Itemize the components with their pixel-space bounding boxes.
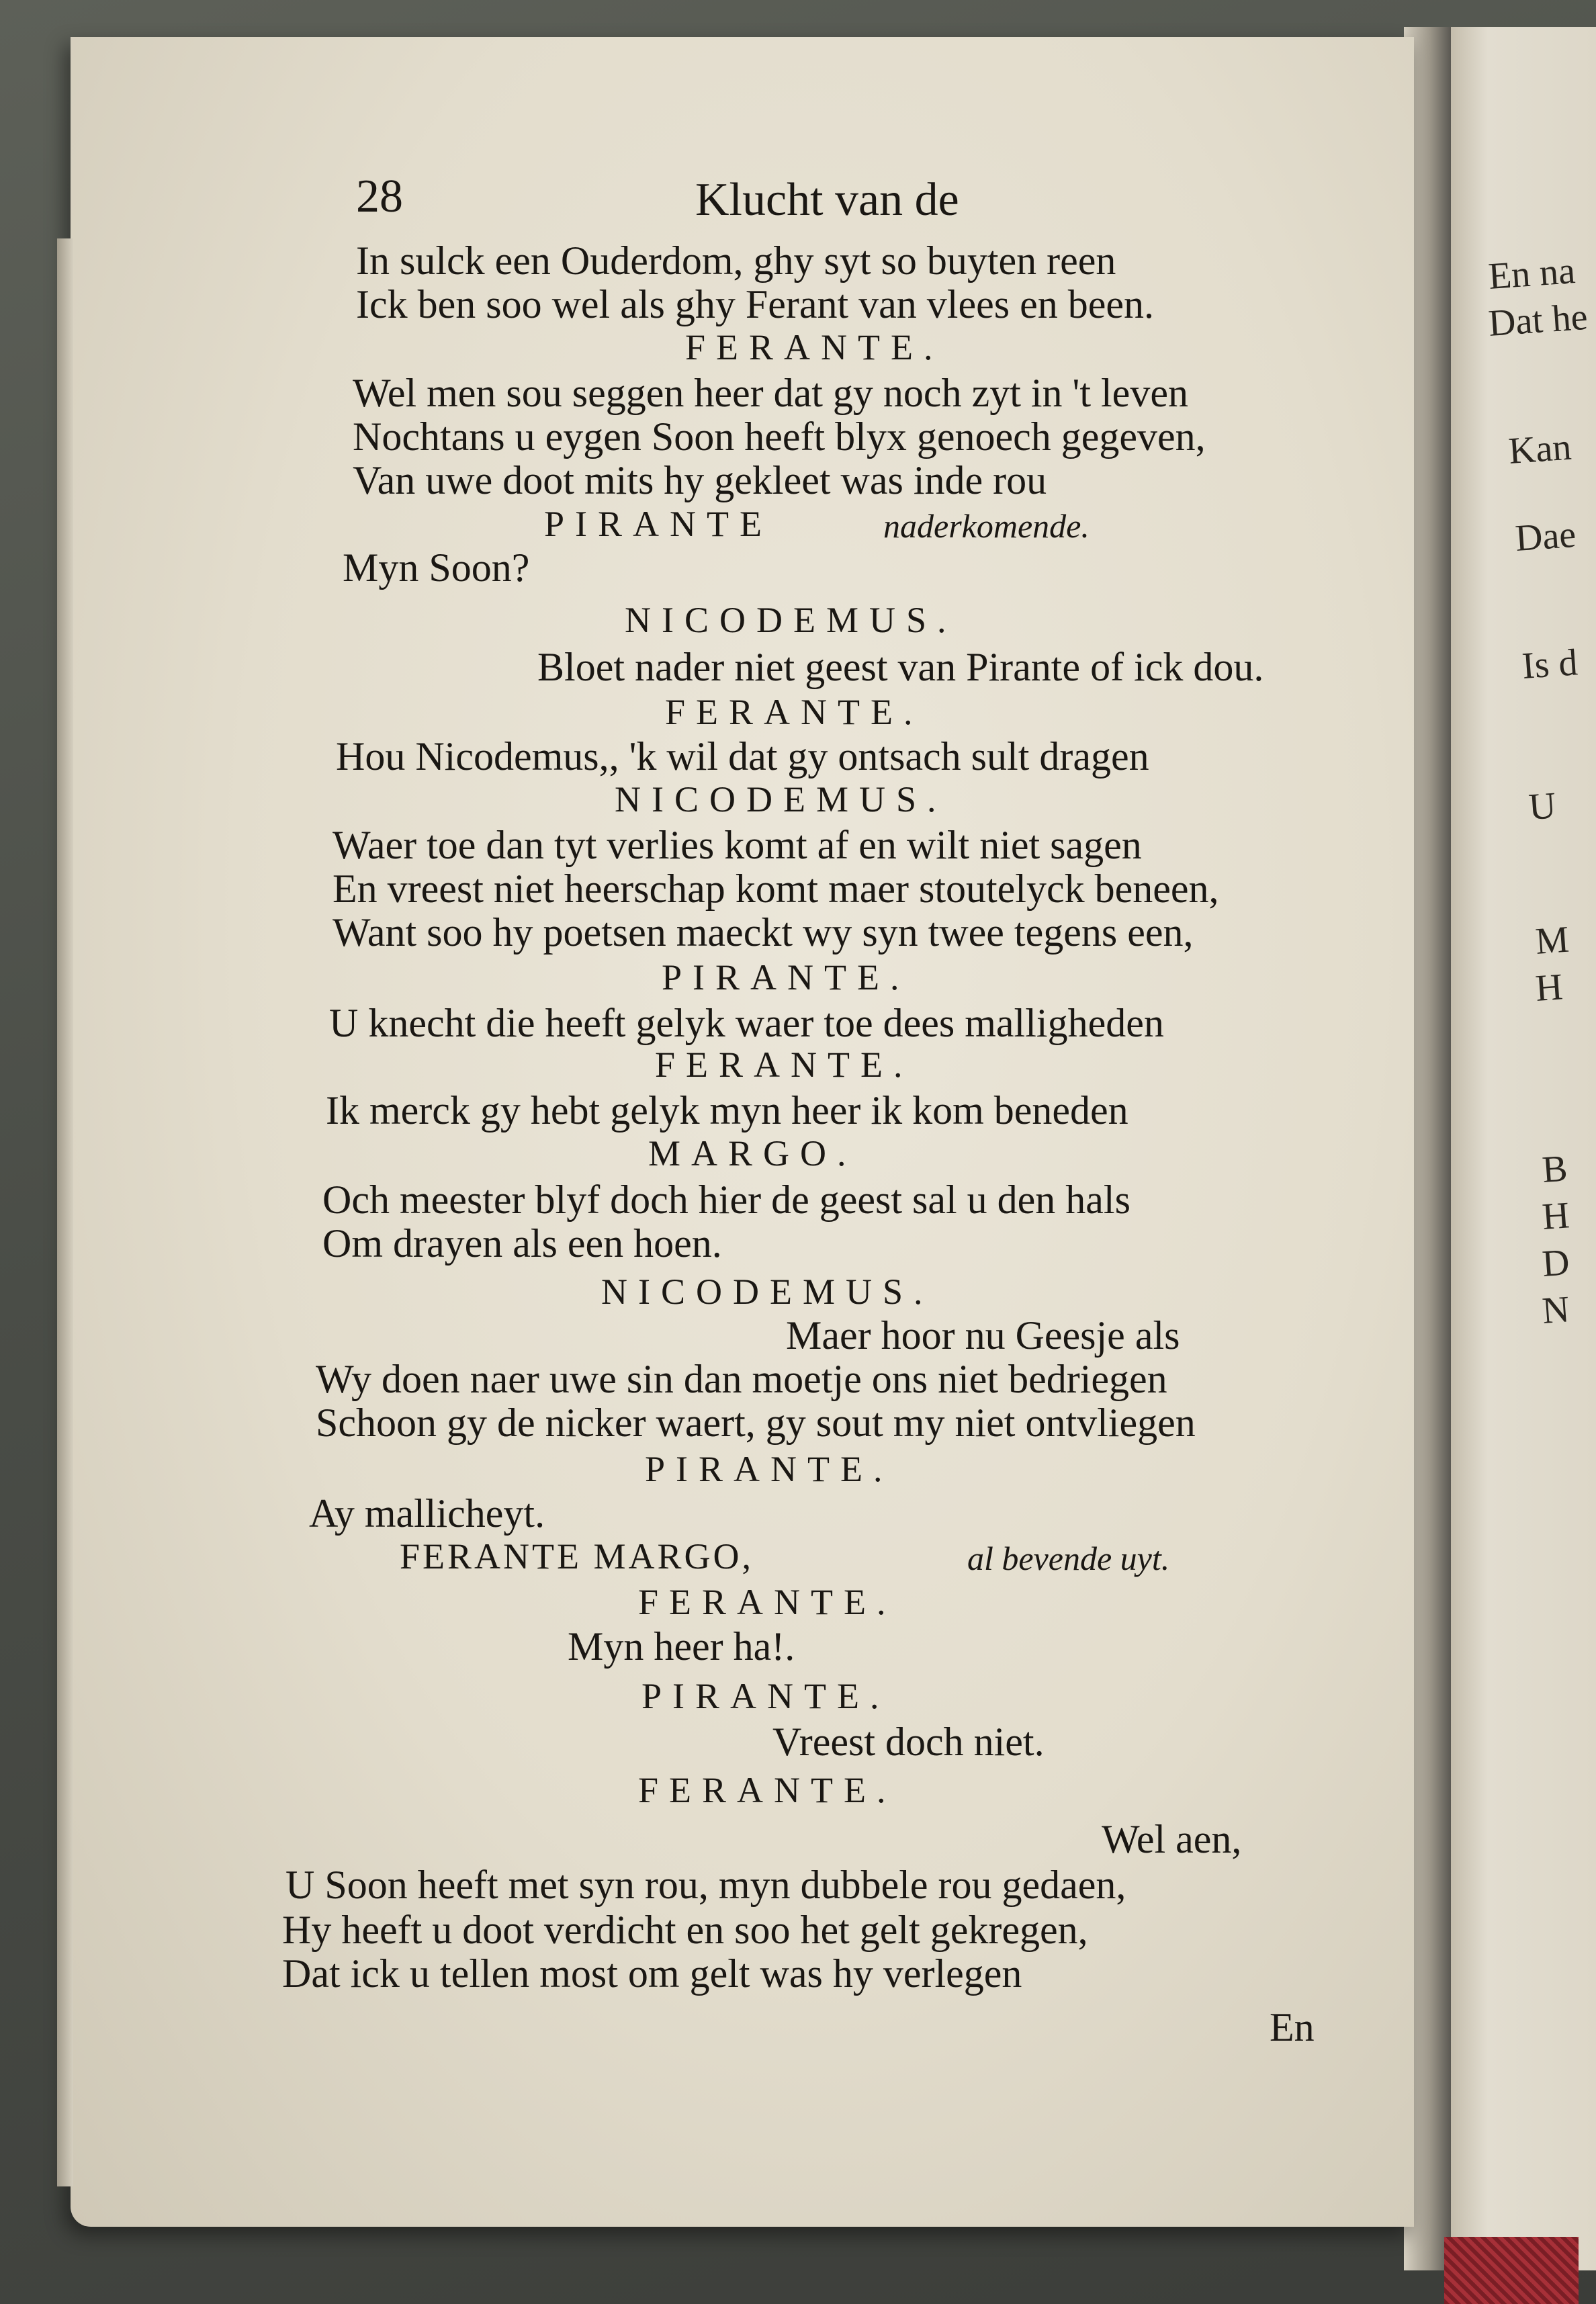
verse-line: Van uwe doot mits hy gekleet was inde rou (353, 458, 1047, 502)
stage-direction: naderkomende. (883, 507, 1090, 545)
verse-line: In sulck een Ouderdom, ghy syt so buyten reen (356, 238, 1116, 283)
speaker-heading: PIRANTE. (645, 1449, 893, 1489)
verse-line: Och meester blyf doch hier de geest sal u den hals (322, 1178, 1130, 1222)
speaker-heading: NICODEMUS. (625, 600, 957, 640)
speaker-heading: FERANTE. (665, 692, 924, 732)
verse-line: Wy doen naer uwe sin dan moetje ons niet bedriegen (316, 1357, 1167, 1401)
verse-line: Om drayen als een hoen. (322, 1221, 722, 1266)
verse-line: Wel aen, (1102, 1817, 1242, 1861)
facing-page-line: Dae (1513, 513, 1578, 560)
verse-line: Maer hoor nu Geesje als (786, 1313, 1180, 1358)
verse-line: Hy heeft u doot verdicht en soo het gelt gekregen, (282, 1908, 1088, 1952)
speaker-heading: FERANTE. (638, 1770, 897, 1810)
verse-line: Myn Soon? (343, 545, 530, 590)
verse-line: Want soo hy poetsen maeckt wy syn twee tegens een, (332, 910, 1194, 955)
verse-line: Waer toe dan tyt verlies komt af en wilt niet sagen (332, 823, 1142, 867)
verse-line: Ik merck gy hebt gelyk myn heer ik kom beneden (326, 1088, 1128, 1133)
facing-page-line: H (1534, 966, 1564, 1010)
facing-page-line: B (1540, 1147, 1569, 1191)
verse-line: Wel men sou seggen heer dat gy noch zyt in 't leven (353, 371, 1188, 415)
speaker-heading: PIRANTE. (662, 957, 910, 998)
verse-line: Nochtans u eygen Soon heeft blyx genoech gegeven, (353, 414, 1206, 459)
verse-line: Hou Nicodemus,, 'k wil dat gy ontsach sult dragen (336, 734, 1149, 779)
running-title: Klucht van de (695, 174, 959, 226)
verse-line: U Soon heeft met syn rou, myn dubbele rou gedaen, (285, 1863, 1126, 1907)
facing-page-line: H (1540, 1194, 1571, 1238)
cloth-edge (1444, 2237, 1579, 2304)
verse-line: Ick ben soo wel als ghy Ferant van vlees en been. (356, 282, 1154, 326)
speaker-heading: FERANTE. (685, 327, 944, 367)
verse-line: Ay mallicheyt. (309, 1491, 545, 1536)
speaker-heading: PIRANTE. (641, 1676, 890, 1716)
verse-line: Schoon gy de nicker waert, gy sout my niet ontvliegen (316, 1401, 1196, 1445)
facing-page-line: D (1540, 1241, 1571, 1285)
facing-page-line: Kan (1507, 426, 1573, 472)
speaker-heading: FERANTE. (655, 1045, 914, 1085)
stage-direction: al bevende uyt. (967, 1540, 1170, 1577)
facing-page-line: M (1534, 918, 1570, 963)
speaker-heading: NICODEMUS. (615, 779, 947, 819)
verse-line: Vreest doch niet. (772, 1720, 1045, 1764)
facing-page-line: Is d (1520, 641, 1579, 687)
verse-line: En vreest niet heerschap komt maer stoutelyck beneen, (332, 867, 1219, 911)
verse-line: Myn heer ha!. (568, 1624, 795, 1669)
facing-page-line: N (1540, 1288, 1571, 1332)
page-number: 28 (356, 171, 403, 222)
facing-page-line: En na (1487, 250, 1577, 298)
verse-line: U knecht die heeft gelyk waer toe dees malligheden (329, 1001, 1164, 1045)
speaker-heading: PIRANTE (544, 504, 772, 544)
speaker-heading: FERANTE MARGO, (400, 1536, 754, 1577)
verse-line: Dat ick u tellen most om gelt was hy verlegen (282, 1951, 1022, 1996)
catchword: En (1270, 2005, 1315, 2049)
facing-page (1437, 27, 1596, 2270)
speaker-heading: MARGO. (648, 1133, 857, 1173)
facing-page-line: U (1527, 785, 1558, 828)
speaker-heading: NICODEMUS. (601, 1272, 934, 1312)
facing-page-line: Dat he (1487, 296, 1589, 345)
page-text (71, 37, 1414, 2227)
verse-line: Bloet nader niet geest van Pirante of ick dou. (537, 645, 1264, 689)
book-page (71, 37, 1414, 2227)
speaker-heading: FERANTE. (638, 1582, 897, 1622)
